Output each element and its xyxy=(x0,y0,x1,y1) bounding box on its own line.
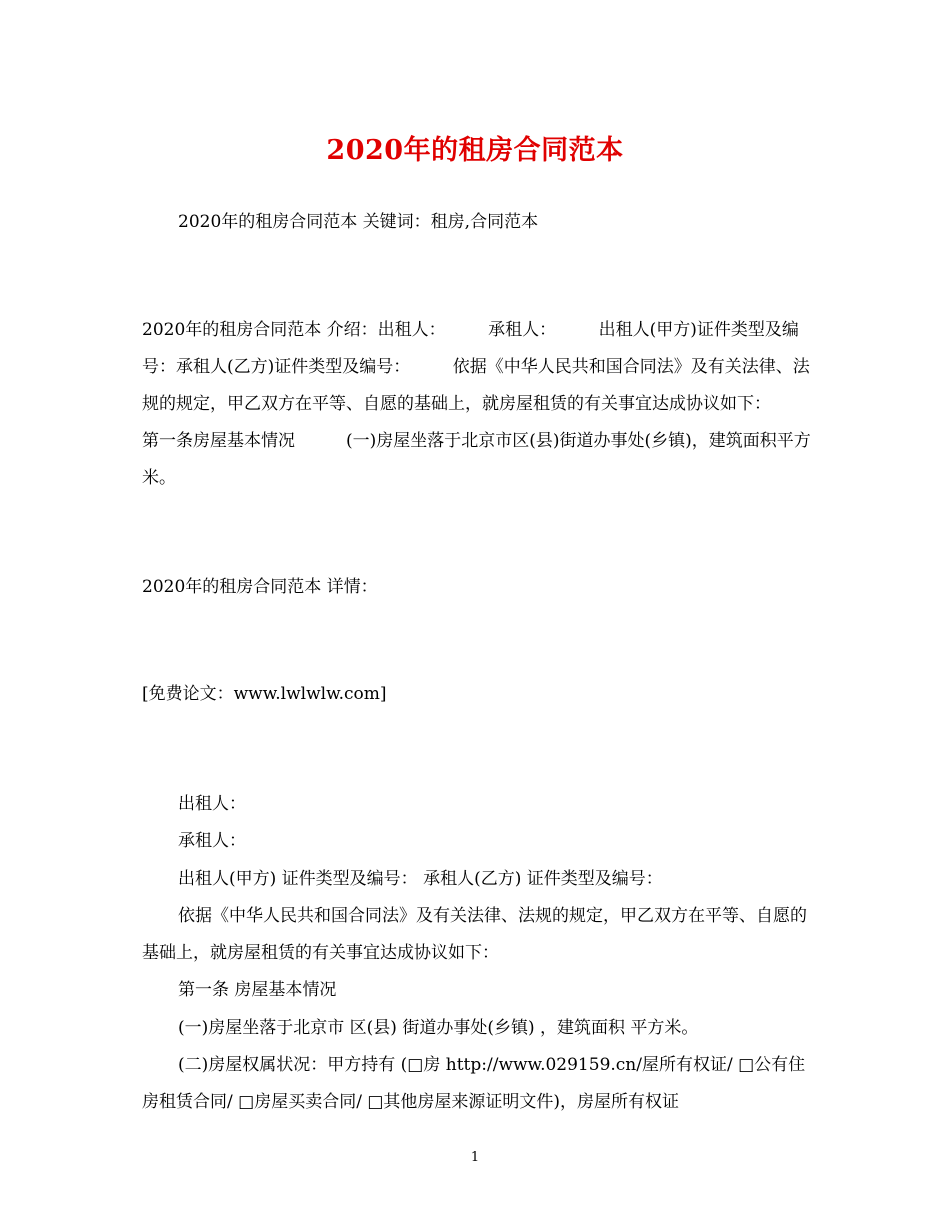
source-line: [免费论文：www.lwlwlw.com] xyxy=(142,684,387,704)
body-line-lessee: 承租人： xyxy=(178,831,246,852)
intro-paragraph: 2020年的租房合同范本 介绍：出租人： 承租人： 出租人(甲方)证件类型及编号：承租人(乙方)证件类型及编号： 依据《中华人民共和国合同法》及有关法律、法规的规定，甲乙双方在平等、自愿的基础上，就房屋租赁的有关事宜达成协议如下： 第一条房屋基本情况 (一)房屋坐落于北京市区(县)街道办事处(乡镇)，建筑面积平方米。 xyxy=(142,320,814,488)
page-number: 1 xyxy=(470,1150,480,1165)
body-line-legal-basis: 依据《中华人民共和国合同法》及有关法律、法规的规定，甲乙双方在平等、自愿的基础上，就房屋租赁的有关事宜达成协议如下： xyxy=(142,905,807,964)
details-line: 2020年的租房合同范本 详情： xyxy=(142,577,378,597)
body-line-id-types: 出租人(甲方) 证件类型及编号： 承租人(乙方) 证件类型及编号： xyxy=(178,868,663,889)
document-title: 2020年的租房合同范本 xyxy=(326,135,624,166)
body-line-article-one: 第一条 房屋基本情况 xyxy=(178,980,337,1001)
body-line-lessor: 出租人： xyxy=(178,794,246,814)
body-line-ownership: (二)房屋权属状况：甲方持有 (□房 http://www.029159.cn/屋所有权证/ □公有住房租赁合同/ □房屋买卖合同/ □其他房屋来源证明文件)，房屋所有权证 xyxy=(142,1055,806,1113)
contract-body xyxy=(142,786,812,1122)
keywords-line: 2020年的租房合同范本 关键词：租房,合同范本 xyxy=(178,212,539,232)
body-line-location: (一)房屋坐落于北京市 区(县) 街道办事处(乡镇) ，建筑面积 平方米。 xyxy=(178,1017,699,1038)
